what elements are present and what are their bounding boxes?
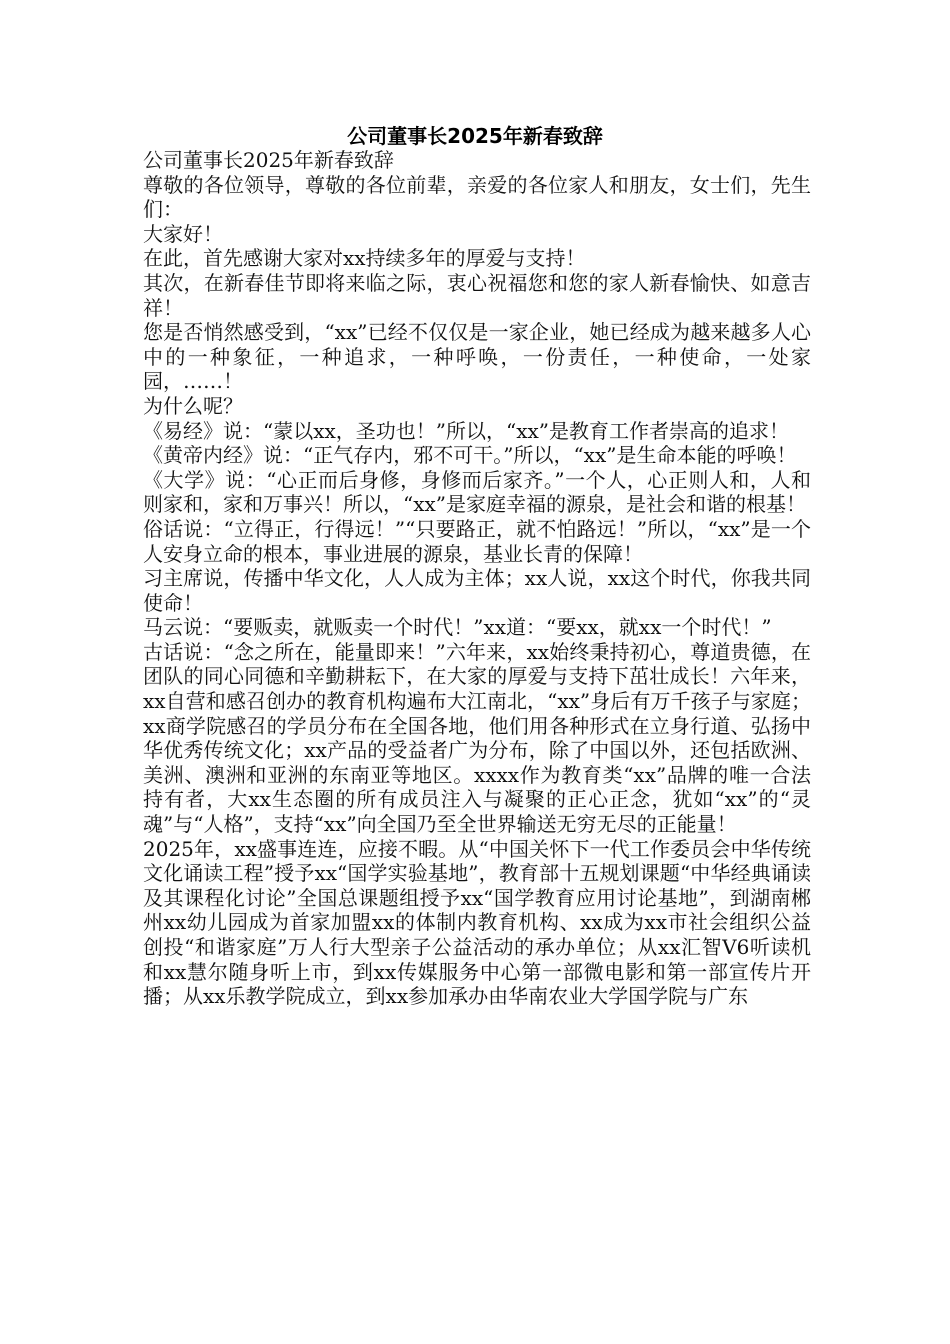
paragraph: 《易经》说：“蒙以xx，圣功也！”所以，“xx”是教育工作者崇高的追求！ — [143, 418, 790, 443]
paragraph: 为什么呢？ — [143, 393, 243, 418]
paragraph: 尊敬的各位领导，尊敬的各位前辈，亲爱的各位家人和朋友，女士们，先生们： — [143, 172, 811, 222]
paragraph: 古话说：“念之所在，能量即来！”六年来，xx始终秉持初心，尊道贵德，在团队的同心同德和辛勤耕耘下，在大家的厚爱与支持下茁壮成长！六年来，xx自营和感召创办的教育机构遍布大江南北，“xx”身后有万千孩子与家庭；xx商学院感召的学员分布在全国各地，他们用各种形式在立身行道、弘扬中华优秀传统文化；xx产品的受益者广为分布，除了中国以外，还包括欧洲、美洲、澳洲和亚洲的东南亚等地区。xxxx作为教育类“xx”品牌的唯一合法持有者，大xx生态圈的所有成员注入与凝聚的正心正念，犹如“xx”的“灵魂”与“人格”，支持“xx”向全国乃至全世界输送无穷无尽的正能量！ — [143, 639, 811, 837]
paragraph: 其次，在新春佳节即将来临之际，衷心祝福您和您的家人新春愉快、如意吉祥！ — [143, 270, 811, 320]
paragraph: 大家好！ — [143, 221, 223, 246]
paragraph: 《大学》说：“心正而后身修，身修而后家齐。”一个人，心正则人和，人和则家和，家和万事兴！所以，“xx”是家庭幸福的源泉，是社会和谐的根基！ — [143, 467, 811, 517]
paragraph: 习主席说，传播中华文化，人人成为主体；xx人说，xx这个时代，你我共同使命！ — [143, 566, 811, 615]
paragraph: 在此，首先感谢大家对xx持续多年的厚爱与支持！ — [143, 246, 586, 271]
paragraph: 公司董事长2025年新春致辞 — [143, 148, 394, 172]
document-title: 公司董事长2025年新春致辞 — [347, 124, 603, 148]
paragraph: 2025年，xx盛事连连，应接不暇。从“中国关怀下一代工作委员会中华传统文化诵读工程”授予xx“国学实验基地”，教育部十五规划课题“中华经典诵读及其课程化讨论”全国总课题组授予xx“国学教育应用讨论基地”，到湖南郴州xx幼儿园成为首家加盟xx的体制内教育机构、xx成为xx市社会组织公益创投“和谐家庭”万人行大型亲子公益活动的承办单位；从xx汇智V6听读机和xx慧尔随身听上市，到xx传媒服务中心第一部微电影和第一部宣传片开播；从xx乐教学院成立，到xx参加承办由华南农业大学国学院与广东 — [143, 836, 811, 1009]
paragraph: 马云说：“要贩卖，就贩卖一个时代！”xx道：“要xx，就xx一个时代！” — [143, 615, 772, 640]
paragraph: 俗话说：“立得正，行得远！”“只要路正，就不怕路远！”所以，“xx”是一个人安身立命的根本，事业进展的源泉，基业长青的保障！ — [143, 516, 811, 566]
paragraph: 您是否悄然感受到，“xx”已经不仅仅是一家企业，她已经成为越来越多人心中的一种象征，一种追求，一种呼唤，一份责任，一种使命，一处家园，……！ — [143, 320, 811, 394]
document-body — [143, 148, 811, 1009]
paragraph: 《黄帝内经》说：“正气存内，邪不可干。”所以，“xx”是生命本能的呼唤！ — [143, 443, 797, 468]
